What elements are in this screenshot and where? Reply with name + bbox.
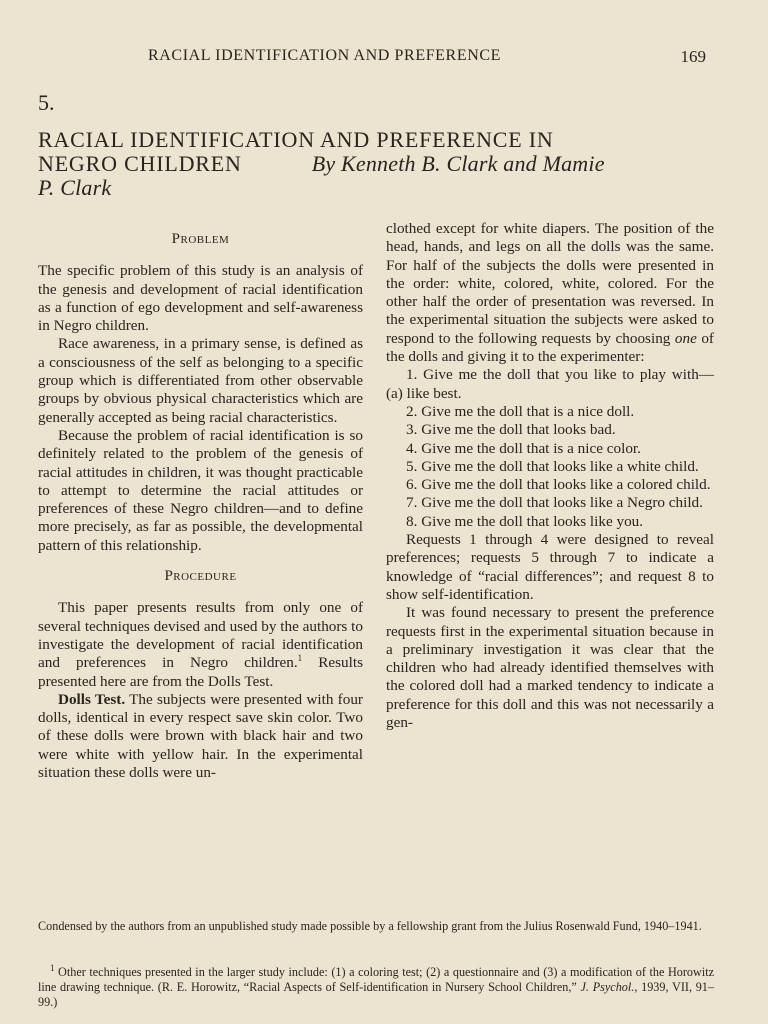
footnote-marker: 1 [50,962,55,973]
authors-line-3: P. Clark [38,175,112,200]
request-item: 5. Give me the doll that looks like a white child. [406,457,699,475]
method-paragraph-b: of the dolls and giving it to the experimenter: [386,329,714,366]
footnote-text-a: Other techniques presented in the larger study include: (1) a coloring test; (2) a questionnaire and (3) a modification of the Horowitz line drawing technique. (R. E. Horowitz, “Racial Aspects of Self-identification in Nursery School Children,” [38,965,714,994]
method-paragraph-emphasis: one [674,329,697,347]
dolls-test-paragraph [38,691,363,782]
condensed-note: Condensed by the authors from an unpublished study made possible by a fellowship grant from the Julius Rosenwald Fund, 1940–1941. [38,919,702,933]
procedure-paragraph-1-text: This paper presents results from only one of several techniques devised and used by the authors to investigate the development of racial identification and preferences in Negro children. [38,599,363,672]
request-item: 4. Give me the doll that is a nice color. [406,439,641,457]
request-item: 6. Give me the doll that looks like a colored child. [406,476,711,494]
chapter-number: 5. [38,90,55,115]
problem-heading: Problem [171,231,230,247]
problem-paragraph-2: Race awareness, in a primary sense, is defined as a consciousness of the self as belonging to a specific group which is differentiated from other observable groups by obvious physical characteristics which are generally accepted as being racial characteristics. [38,335,363,426]
procedure-heading: Procedure [164,568,237,585]
request-item: 8. Give me the doll that looks like you. [406,512,644,530]
problem-paragraph-3: Because the problem of racial identification is so definitely related to the problem of the genesis of racial attitudes in children, it was thought practicable to attempt to determine the racial attitudes or preferences of these Negro children—and to define more precisely, as far as possible, the developmental pattern of this relationship. [38,426,363,554]
title-line-2 [38,152,728,176]
footnote-text-b: , 1939, VII, 91–99.) [38,980,714,1009]
article-title [38,128,728,200]
footnote-ref-1: 1 [297,653,303,664]
request-item: 2. Give me the doll that is a nice doll. [406,402,635,420]
left-column [38,222,363,782]
request-item: 7. Give me the doll that looks like a Negro child. [406,494,703,512]
running-head [38,47,706,69]
preference-order-paragraph: It was found necessary to present the preference requests first in the experimental situation because in a preliminary investigation it was clear that the children who had already identified themselves with the colored doll had a marked tendency to indicate a preference for this doll and this was not necessarily a gen- [386,604,714,732]
request-item: 1. Give me the doll that you like to play with— (a) like best. [386,366,714,402]
page-number: 169 [680,47,706,66]
problem-paragraph-1: The specific problem of this study is an analysis of the genesis and development of racial identification as a function of ego development and self-awareness in Negro children. [38,262,363,335]
authors-line-2: By Kenneth B. Clark and Mamie [311,151,605,176]
dolls-test-text: The subjects were presented with four dolls, identical in every respect save skin color. Two of these dolls were brown with black hair and two were white with yellow hair. In the experimental situation these dolls were un- [38,690,363,782]
footnote-paragraph [38,962,714,1010]
procedure-paragraph-1-tail: Results presented here are from the Dolls Test. [38,654,363,690]
request-list [386,366,714,531]
request-item: 3. Give me the doll that looks bad. [406,421,616,439]
method-paragraph-a: clothed except for white diapers. The position of the head, hands, and legs on all the dolls was the same. For half of the subjects the dolls were presented in the order: white, colored, white, colored. For the other half the order of presentation was reversed. In the experimental situation the subjects were asked to respond to the following requests by choosing [386,220,714,347]
method-paragraph [386,220,714,366]
dolls-test-runin: Dolls Test. [58,690,126,708]
running-title: RACIAL IDENTIFICATION AND PREFERENCE [148,47,502,64]
footnote [38,962,714,1010]
requests-summary-paragraph: Requests 1 through 4 were designed to reveal preferences; requests 5 through 7 to indicate a knowledge of “racial differences”; and request 8 to show self-identification. [386,531,714,603]
title-line-1: RACIAL IDENTIFICATION AND PREFERENCE IN [38,127,554,152]
footnote-journal: J. Psychol. [580,980,635,994]
right-column [386,220,714,732]
title-line-2-text: NEGRO CHILDREN [38,151,242,176]
procedure-paragraph-1 [38,599,363,690]
